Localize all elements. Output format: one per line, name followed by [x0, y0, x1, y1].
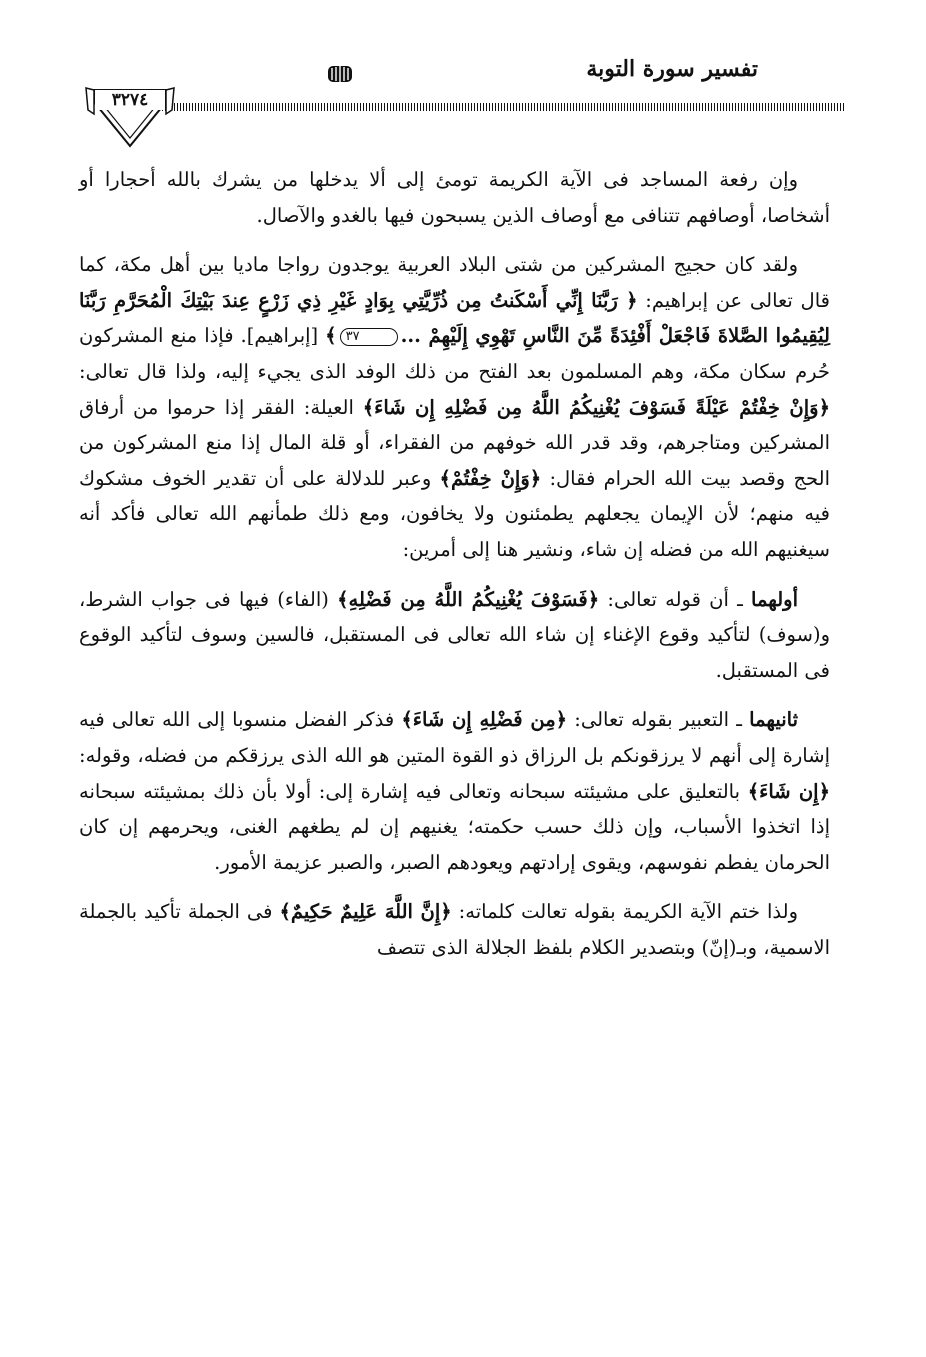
- point-heading: أولهما: [751, 587, 799, 611]
- running-title: تفسير سورة التوبة: [586, 56, 758, 82]
- paragraph: [79, 702, 830, 880]
- quran-quote: ﴿وَإِنْ خِفْتُمْ﴾: [439, 466, 542, 490]
- text-run: ولقد كان حجيج المشركين من شتى البلاد العربية يوجدون رواجا ماديا بين أهل مكة، كما قال تعالى عن إبراهيم:: [79, 253, 830, 312]
- page-number: ٣٢٧٤: [95, 90, 165, 110]
- quran-quote: ﴿ رَبَّنَا إِنِّي أَسْكَنتُ مِن ذُرِّيَّتِي بِوَادٍ غَيْرِ ذِي زَرْعٍ عِندَ بَيْتِكَ الْمُحَرَّمِ رَبَّنَا لِيُقِيمُوا الصَّلاةَ فَاجْعَلْ أَفْئِدَةً مِّنَ النَّاسِ تَهْوِي إِلَيْهِمْ ...: [79, 288, 830, 348]
- paragraph: [79, 582, 830, 689]
- text-run: ـ أن قوله تعالى:: [599, 587, 752, 611]
- page-header: [0, 0, 926, 150]
- quran-quote: ﴿فَسَوْفَ يُغْنِيكُمُ اللَّهُ مِن فَضْلِهِ﴾: [337, 587, 600, 611]
- text-run: وإن رفعة المساجد فى الآية الكريمة تومئ إلى ألا يدخلها من يشرك بالله أحجارا أو أشخاصا، أوصافهم تتنافى مع أوصاف الذين يسبحون فيها بالغدو والآصال.: [79, 168, 830, 227]
- text-run: ولذا ختم الآية الكريمة بقوله تعالت كلماته:: [451, 900, 798, 924]
- header-rule: [150, 103, 846, 111]
- page-number-badge: [80, 70, 180, 152]
- text-run: بالتعليق على مشيئته سبحانه وتعالى فيه إشارة إلى: أولا بأن ذلك بمشيئته سبحانه إذا اتخذوا الأسباب، وإن ذلك حسب حكمته؛ يغنيهم إن لم يطغهم الغنى، ويحرمهم إن كان الحرمان يفطم نفوسهم، ويقوى إرادتهم ويعودهم الصبر، والصبر عزيمة الأمور.: [79, 779, 830, 874]
- text-run: وعبر للدلالة على أن تقدير الخوف مشكوك فيه منهم؛ لأن الإيمان يجعلهم يطمئنون ولا يخافون، ومع ذلك طمأنهم الله تعالى فأكد أنه سيغنيهم الله من فضله إن شاء، ونشير هنا إلى أمرين:: [79, 466, 830, 561]
- page-body: [79, 162, 830, 979]
- paragraph: [79, 894, 830, 965]
- text-run: (الفاء) فيها فى جواب الشرط، و(سوف) لتأكيد وقوع الإغناء إن شاء الله تعالى فى المستقبل، فالسين وسوف لتأكيد الوقوع فى المستقبل.: [79, 587, 830, 682]
- ayah-number: ٣٧: [340, 328, 398, 346]
- point-heading: ثانيهما: [749, 708, 799, 732]
- text-run: [إبراهيم]. فإذا منع المشركون حُرم سكان مكة، وهم المسلمون بعد الفتح من ذلك الوفد الذى يجيء إليه، ولذا قال تعالى:: [79, 324, 830, 383]
- quran-quote: ﴿وَإِنْ خِفْتُمْ عَيْلَةً فَسَوْفَ يُغْنِيكُمُ اللَّهُ مِن فَضْلِهِ إِن شَاءَ﴾: [362, 395, 830, 419]
- floral-ornament-icon: [325, 62, 355, 86]
- text-run: فذكر الفضل منسوبا إلى الله تعالى فيه إشارة إلى أنهم لا يرزقونكم بل الرزاق ذو القوة المتين هو الله الذى يرزقكم من فضله، وقوله:: [79, 708, 830, 767]
- paragraph: [79, 162, 830, 233]
- quran-quote: ﴿إِن شَاءَ﴾: [747, 779, 830, 803]
- text-run: فى الجملة تأكيد بالجملة الاسمية، وبـ(إنّ) وبتصدير الكلام بلفظ الجلالة الذى تتصف: [79, 900, 830, 959]
- quran-quote: ﴿مِن فَضْلِهِ إِن شَاءَ﴾: [401, 708, 568, 732]
- text-run: ـ التعبير بقوله تعالى:: [567, 708, 750, 732]
- text-run: العيلة: الفقر إذا حرموا من أرفاق المشركين ومتاجرهم، وقد قدر الله خوفهم من الفقراء، أو قلة المال إذا منع المشركون من الحج وقصد بيت الله الحرام فقال:: [79, 395, 830, 490]
- quran-quote: ﴾: [325, 324, 337, 348]
- quran-quote: ﴿إِنَّ اللَّهَ عَلِيمٌ حَكِيمٌ﴾: [279, 900, 452, 924]
- paragraph: [79, 247, 830, 567]
